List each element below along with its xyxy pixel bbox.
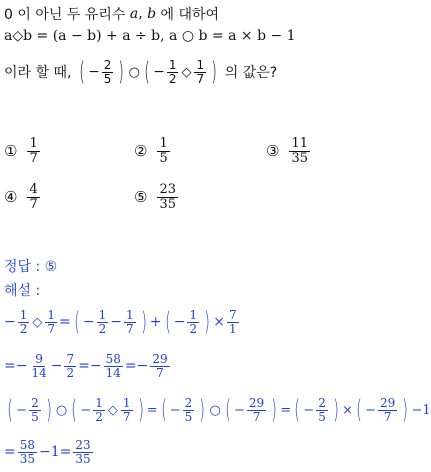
answer-label: 정답 : ⑤ — [4, 259, 58, 275]
choice-fraction: $\frac{4}{7}$ — [29, 182, 38, 212]
choice-fraction: $\frac{23}{35}$ — [159, 182, 176, 212]
solution-step-1: − $\frac{1}{2}$ ◇ $\frac{1}{7}$ = ( − $\frac{1}{2}$ − $\frac{1}{7}$ ) + ( − $\frac{1}{2}$ ) × $\frac{7}{1}$ — [4, 307, 237, 337]
intro-suffix: 에 대하여 — [160, 7, 220, 23]
choice-number: ⑤ — [134, 188, 148, 207]
choice-number: ① — [4, 142, 18, 161]
solution-step-3: ( − $\frac{2}{5}$ ) ○ ( − $\frac{1}{2}$ ◇ $\frac{1}{7}$ ) = ( − $\frac{2}{5}$ ) ○ ( − $\frac{29}{7}$ ) = ( − $\frac{2}{5}$ ) × ( − $\frac{29}{7}$ ) −1 — [7, 395, 431, 425]
choice-1[interactable] — [4, 137, 42, 165]
diamond-op: ◇ — [181, 64, 192, 80]
paren: ( — [144, 57, 150, 87]
minus: − — [88, 64, 100, 80]
choice-5[interactable] — [134, 183, 180, 211]
choice-4[interactable] — [4, 183, 42, 211]
problem-intro — [4, 4, 219, 24]
ask-prefix: 이라 할 때, — [4, 65, 72, 81]
definition-line: a◇b = (a − b) + a ÷ b, a ○ b = a × b − 1 — [4, 28, 296, 44]
choice-3[interactable] — [266, 137, 312, 165]
explain-label: 해설 : — [4, 283, 41, 299]
minus: − — [153, 64, 165, 80]
choice-number: ② — [134, 142, 148, 161]
var-a: a — [129, 6, 139, 22]
solution-step-4: = $\frac{58}{35}$ −1= $\frac{23}{35}$ — [4, 437, 91, 466]
circle-op: ○ — [128, 64, 140, 80]
var-b: b — [147, 6, 157, 22]
choice-2[interactable] — [134, 137, 172, 165]
choice-fraction: $\frac{1}{7}$ — [29, 136, 38, 166]
choice-fraction: $\frac{11}{35}$ — [291, 136, 308, 166]
paren: ( — [79, 57, 85, 87]
paren: ) — [211, 57, 217, 87]
choice-number: ④ — [4, 188, 18, 207]
fraction: $\frac{2}{5}$ — [103, 57, 112, 86]
fraction: $\frac{1}{2}$ — [168, 57, 177, 86]
solution-step-2: =− $\frac{9}{14}$ − $\frac{7}{2}$ =− $\frac{58}{14}$ =− $\frac{29}{7}$ — [4, 351, 168, 380]
paren: ) — [118, 57, 125, 87]
intro-text: 0 이 아닌 두 유리수 — [4, 7, 126, 23]
choice-fraction: $\frac{1}{5}$ — [159, 136, 168, 166]
ask-suffix: 의 값은? — [224, 65, 278, 81]
choice-number: ③ — [266, 142, 280, 161]
question-line — [4, 52, 277, 92]
comma: , — [138, 6, 143, 22]
fraction: $\frac{1}{7}$ — [196, 57, 205, 86]
